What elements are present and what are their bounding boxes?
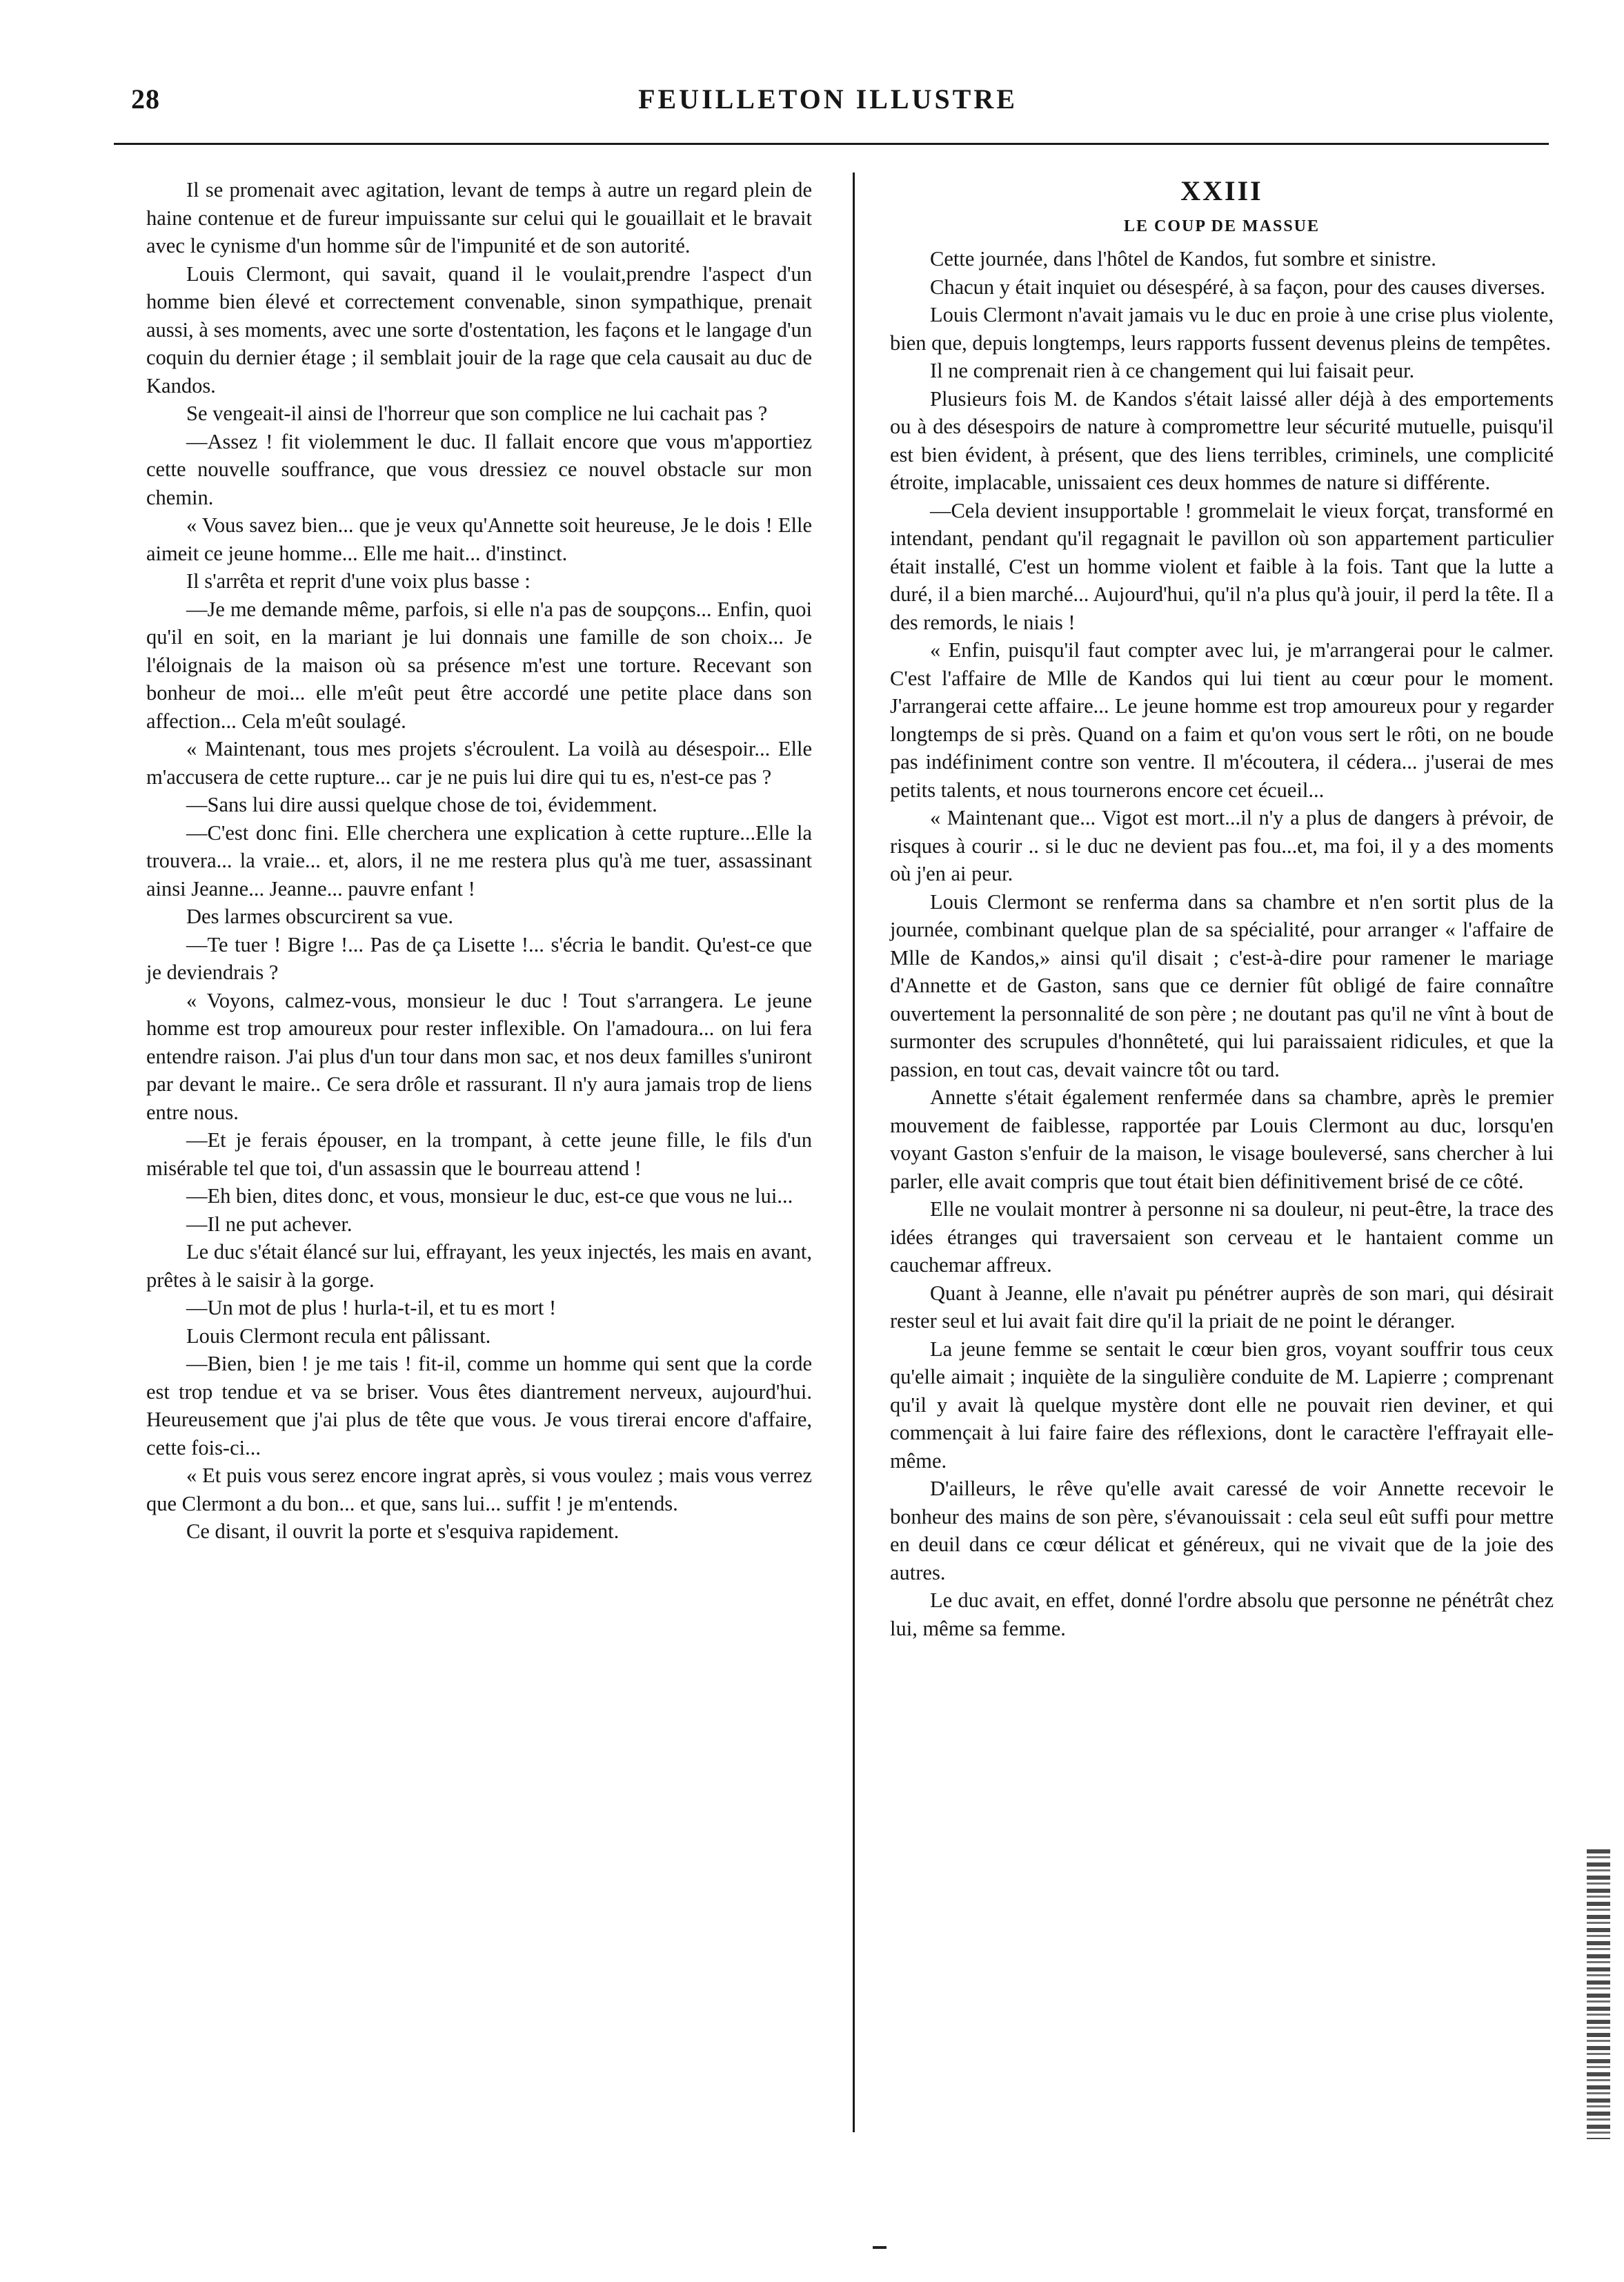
paragraph: Il ne comprenait rien à ce changement qui lui faisait peur.: [930, 359, 1415, 382]
page-header: [110, 83, 1545, 124]
paragraph: Louis Clermont n'avait jamais vu le duc en proie à une crise plus violente, bien que, depuis longtemps, leurs rapports fussent devenus pleins de tempêtes.: [890, 303, 1554, 355]
paragraph: Ce disant, il ouvrit la porte et s'esquiva rapidement.: [186, 1519, 620, 1543]
paragraph: Se vengeait-il ainsi de l'horreur que son complice ne lui cachait pas ?: [186, 402, 768, 425]
paragraph: —Sans lui dire aussi quelque chose de toi, évidemment.: [186, 793, 657, 816]
paragraph: —Il ne put achever.: [186, 1212, 353, 1236]
paragraph: Louis Clermont recula ent pâlissant.: [186, 1324, 491, 1348]
paragraph: Des larmes obscurcirent sa vue.: [186, 905, 454, 928]
paragraph: « Enfin, puisqu'il faut compter avec lui, je m'arrangerai pour le calmer. C'est l'affaire de Mlle de Kandos qui lui tient au cœur pour le moment. J'arrangerai cette affaire... Le jeune homme est trop amoureux pour y regarder longtemps de si près. Quand on a faim et qu'on vous sert le rôti, on ne boude pas indéfiniment contre son ventre. Il m'écoutera, il cédera... j'userai de mes petits talents, et nous tournerons encore cet écueil...: [890, 638, 1554, 802]
paragraph: —C'est donc fini. Elle cherchera une explication à cette rupture...Elle la trouvera... la vraie... et, alors, il ne me restera plus qu'à me tuer, assassinant ainsi Jeanne... Jeanne... pauvre enfant !: [146, 820, 812, 901]
paragraph: Cette journée, dans l'hôtel de Kandos, fut sombre et sinistre.: [930, 247, 1436, 271]
paragraph: Chacun y était inquiet ou désespéré, à sa façon, pour des causes diverses.: [930, 275, 1545, 299]
paragraph: Quant à Jeanne, elle n'avait pu pénétrer auprès de son mari, qui désirait rester seul et lui avait fait dire qu'il la priait de ne point le déranger.: [890, 1281, 1554, 1332]
paragraph: Louis Clermont se renferma dans sa chambre et n'en sortit plus de la journée, combinant quelque plan de sa spécialité, pour arranger « l'affaire de Mlle de Kandos,» ainsi qu'il disait ; c'est-à-dire pour ramener le mariage d'Annette et de Gaston, sans que ce dernier fût obligé de faire connaître ouvertement la personnalité de son père ; ne doutant pas qu'il ne vînt à bout de surmonter des scrupules d'honnêteté, qui lui paraissaient ridicules, et que la passion, en tout cas, devait vaincre tôt ou tard.: [890, 889, 1554, 1081]
header-rule: [114, 143, 1549, 145]
paragraph: —Un mot de plus ! hurla-t-il, et tu es mort !: [186, 1296, 557, 1319]
paragraph: Il s'arrêta et reprit d'une voix plus basse :: [186, 569, 531, 593]
paragraph: « Maintenant que... Vigot est mort...il n'y a plus de dangers à prévoir, de risques à courir .. si le duc ne devient pas fou...et, ma foi, il y a des moments où j'en ai peur.: [890, 806, 1554, 885]
page-edge-scan-artifact: [1587, 1849, 1610, 2139]
paragraph: —Bien, bien ! je me tais ! fit-il, comme un homme qui sent que la corde est trop tendue et va se briser. Vous êtes diantrement nerveux, aujourd'hui. Heureusement que j'ai plus de tête que vous. Je vous tirerai encore d'affaire, cette fois-ci...: [146, 1352, 812, 1459]
ink-speck: [873, 2246, 887, 2249]
paragraph: Elle ne voulait montrer à personne ni sa douleur, ni peut-être, la trace des idées étranges qui traversaient son cerveau et le hantaient comme un cauchemar affreux.: [890, 1197, 1554, 1277]
publication-title: FEUILLETON ILLUSTRE: [638, 83, 1018, 115]
paragraph: « Vous savez bien... que je veux qu'Annette soit heureuse, Je le dois ! Elle aimeit ce jeune homme... Elle me hait... d'instinct.: [146, 513, 812, 565]
chapter-title: LE COUP DE MASSUE: [1123, 217, 1320, 235]
paragraph: Il se promenait avec agitation, levant de temps à autre un regard plein de haine contenue et de fureur impuissante sur celui qui le gouaillait et le bravait avec le cynisme d'un homme sûr de l'impunité et de son autorité.: [146, 178, 812, 257]
paragraph: —Eh bien, dites donc, et vous, monsieur le duc, est-ce que vous ne lui...: [186, 1184, 793, 1208]
paragraph: —Cela devient insupportable ! grommelait le vieux forçat, transformé en intendant, pendant qu'il regagnait le pavillon où son appartement particulier était installé, C'est un homme violent et faible à la fois. Tant que la lutte a duré, il a bien marché... Aujourd'hui, qu'il n'a plus qu'à jouir, il perd la tête. Il a des remords, le niais !: [890, 498, 1554, 634]
paragraph: Le duc avait, en effet, donné l'ordre absolu que personne ne pénétrât chez lui, même sa femme.: [890, 1588, 1554, 1640]
paragraph: Annette s'était également renfermée dans sa chambre, après le premier mouvement de faiblesse, rapportée par Louis Clermont au duc, lorsqu'en voyant Gaston s'enfuir de la maison, le visage bouleversé, sans chercher à lui parler, elle avait compris que tout était bien définitivement brisé de ce côté.: [890, 1085, 1554, 1193]
paragraph: Plusieurs fois M. de Kandos s'était laissé aller déjà à des emportements ou à des désespoirs de nature à compromettre leur sécurité mutuelle, puisqu'il est bien évident, à présent, que des liens terribles, criminels, une complicité étroite, implacable, unissaient ces deux hommes de nature si différente.: [890, 386, 1554, 494]
paragraph: D'ailleurs, le rêve qu'elle avait caressé de voir Annette recevoir le bonheur des mains de son père, s'évanouissait : cela seul eût suffi pour mettre en deuil dans ce cœur délicat et généreux, qui ne vivait que de la joie des autres.: [890, 1477, 1554, 1584]
right-column: [890, 176, 1554, 1642]
paragraph: « Maintenant, tous mes projets s'écroulent. La voilà au désespoir... Elle m'accusera de cette rupture... car je ne puis lui dire qui tu es, n'est-ce pas ?: [146, 737, 812, 789]
paragraph: « Voyons, calmez-vous, monsieur le duc ! Tout s'arrangera. Le jeune homme est trop amoureux pour rester inflexible. On l'amadoura... on lui fera entendre raison. J'ai plus d'un tour dans mon sac, et nos deux familles s'uniront par devant le maire.. Ce sera drôle et rassurant. Il n'y aura jamais trop de liens entre nous.: [146, 988, 812, 1124]
paragraph: —Assez ! fit violemment le duc. Il fallait encore que vous m'apportiez cette nouvelle souffrance, que vous dressiez ce nouvel obstacle sur mon chemin.: [146, 429, 812, 509]
chapter-number: XXIII: [1180, 175, 1263, 206]
left-column: [146, 176, 812, 1546]
paragraph: —Je me demande même, parfois, si elle n'a pas de soupçons... Enfin, quoi qu'il en soit, en la mariant je lui donnais une famille de son choix... Je l'éloignais de la maison où sa présence m'est une torture. Recevant son bonheur de moi... elle m'eût peut être accordé une petite place dans son affection... Cela m'eût soulagé.: [146, 597, 812, 733]
column-divider: [853, 173, 855, 2132]
paragraph: « Et puis vous serez encore ingrat après, si vous voulez ; mais vous verrez que Clermont a du bon... et que, sans lui... suffit ! je m'entends.: [146, 1464, 812, 1515]
paragraph: Le duc s'était élancé sur lui, effrayant, les yeux injectés, les mais en avant, prêtes à le saisir à la gorge.: [146, 1240, 812, 1292]
paragraph: La jeune femme se sentait le cœur bien gros, voyant souffrir tous ceux qu'elle aimait ; inquiète de la singulière conduite de M. Lapierre ; comprenant qu'il y avait là quelque mystère dont elle ne pouvait rien deviner, et qui commençait à lui faire faire des réflexions, dont le caractère l'effrayait elle-même.: [890, 1337, 1554, 1473]
paragraph: Louis Clermont, qui savait, quand il le voulait,prendre l'aspect d'un homme bien élevé et correctement convenable, sinon sympathique, prenait aussi, à ses moments, avec une sorte d'ostentation, les façons et le langage d'un coquin du dernier étage ; il semblait jouir de la rage que cela causait au duc de Kandos.: [146, 262, 812, 397]
page-number: 28: [131, 83, 160, 115]
paragraph: —Te tuer ! Bigre !... Pas de ça Lisette !... s'écria le bandit. Qu'est-ce que je deviendrais ?: [146, 932, 812, 984]
paragraph: —Et je ferais épouser, en la trompant, à cette jeune fille, le fils d'un misérable tel que toi, d'un assassin que le bourreau attend !: [146, 1128, 812, 1180]
